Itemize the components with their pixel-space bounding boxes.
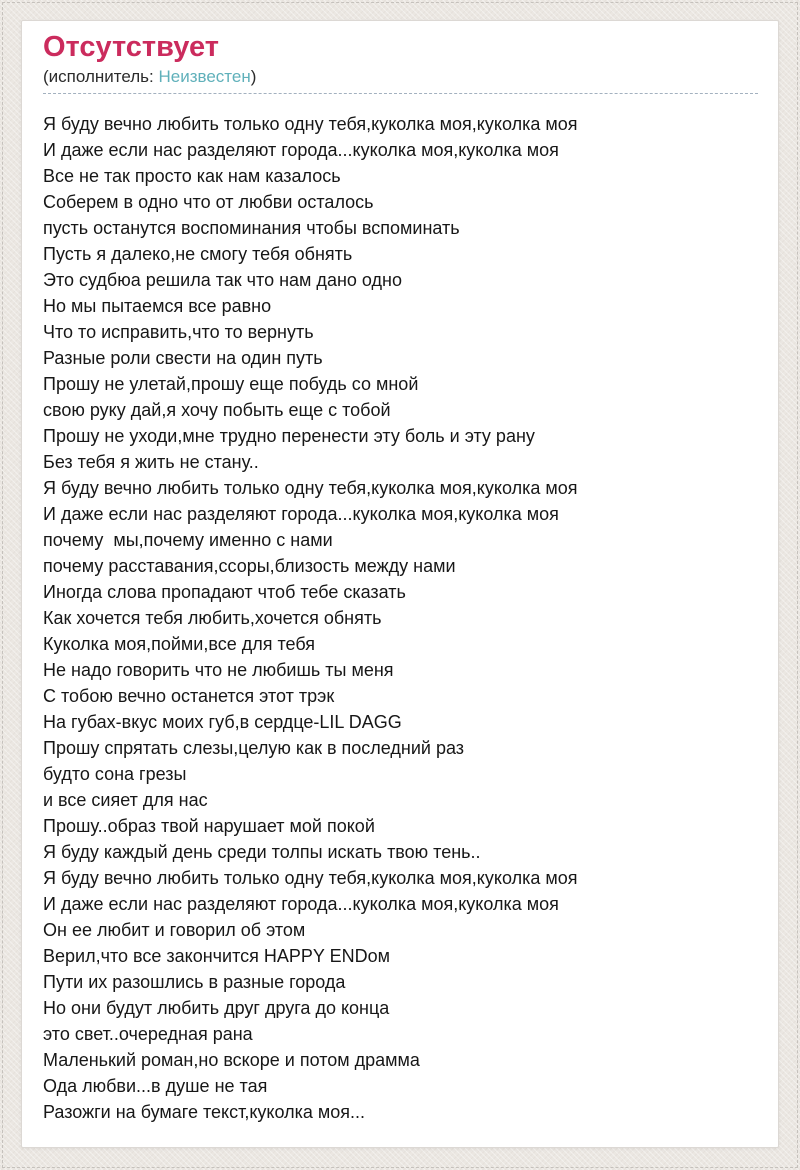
lyric-line: будто сона грезы bbox=[43, 764, 187, 784]
lyric-line: почему мы,почему именно с нами bbox=[43, 530, 333, 550]
lyric-line: Прошу..образ твой нарушает мой покой bbox=[43, 816, 375, 836]
lyric-line: Пусть я далеко,не смогу тебя обнять bbox=[43, 244, 353, 264]
lyric-line: И даже если нас разделяют города...куколка моя,куколка моя bbox=[43, 504, 559, 524]
lyric-line: Пути их разошлись в разные города bbox=[43, 972, 346, 992]
lyric-line: Куколка моя,пойми,все для тебя bbox=[43, 634, 315, 654]
lyric-line: Верил,что все закончится HAPPY ENDом bbox=[43, 946, 390, 966]
lyric-line: Маленький роман,но вскоре и потом драмма bbox=[43, 1050, 420, 1070]
artist-link[interactable]: Неизвестен bbox=[158, 67, 251, 86]
lyric-line: Иногда слова пропадают чтоб тебе сказать bbox=[43, 582, 406, 602]
lyric-line: На губах-вкус моих губ,в сердце-LIL DAGG bbox=[43, 712, 402, 732]
lyric-line: это свет..очередная рана bbox=[43, 1024, 253, 1044]
artist-label-suffix: ) bbox=[250, 67, 257, 86]
lyric-line: пусть останутся воспоминания чтобы вспоминать bbox=[43, 218, 460, 238]
lyric-line: С тобою вечно останется этот трэк bbox=[43, 686, 335, 706]
lyric-line: Соберем в одно что от любви осталось bbox=[43, 192, 374, 212]
lyric-line: Я буду вечно любить только одну тебя,куколка моя,куколка моя bbox=[43, 114, 578, 134]
lyric-line: Как хочется тебя любить,хочется обнять bbox=[43, 608, 382, 628]
artist-label-prefix: (исполнитель: bbox=[43, 67, 159, 86]
lyric-line: Я буду вечно любить только одну тебя,куколка моя,куколка моя bbox=[43, 868, 578, 888]
content-card bbox=[21, 20, 779, 1148]
lyric-line: Ода любви...в душе не тая bbox=[43, 1076, 268, 1096]
header-separator bbox=[43, 93, 758, 94]
lyric-line: и все сияет для нас bbox=[43, 790, 208, 810]
lyric-line: Я буду каждый день среди толпы искать твою тень.. bbox=[43, 842, 481, 862]
lyric-line: почему расставания,ссоры,близость между нами bbox=[43, 556, 456, 576]
lyric-line: Это судбюа решила так что нам дано одно bbox=[43, 270, 402, 290]
lyric-line: свою руку дай,я хочу побыть еще с тобой bbox=[43, 400, 391, 420]
lyric-line: Он ее любит и говорил об этом bbox=[43, 920, 306, 940]
lyric-line: Прошу спрятать слезы,целую как в последний раз bbox=[43, 738, 465, 758]
lyric-line: Не надо говорить что не любишь ты меня bbox=[43, 660, 394, 680]
artist-line bbox=[43, 66, 758, 88]
lyric-line: Но они будут любить друг друга до конца bbox=[43, 998, 390, 1018]
lyric-line: Прошу не уходи,мне трудно перенести эту боль и эту рану bbox=[43, 426, 535, 446]
lyric-line: Все не так просто как нам казалось bbox=[43, 166, 341, 186]
lyric-line: Я буду вечно любить только одну тебя,куколка моя,куколка моя bbox=[43, 478, 578, 498]
lyric-line: Разожги на бумаге текст,куколка моя... bbox=[43, 1102, 366, 1122]
page-title: Отсутствует bbox=[43, 31, 219, 63]
lyric-line: Без тебя я жить не стану.. bbox=[43, 452, 259, 472]
lyric-line: И даже если нас разделяют города...куколка моя,куколка моя bbox=[43, 140, 559, 160]
lyrics bbox=[43, 111, 758, 1125]
lyric-line: Прошу не улетай,прошу еще побудь со мной bbox=[43, 374, 419, 394]
lyric-line: Разные роли свести на один путь bbox=[43, 348, 323, 368]
lyric-line: И даже если нас разделяют города...куколка моя,куколка моя bbox=[43, 894, 559, 914]
lyric-line: Что то исправить,что то вернуть bbox=[43, 322, 314, 342]
lyric-line: Но мы пытаемся все равно bbox=[43, 296, 272, 316]
